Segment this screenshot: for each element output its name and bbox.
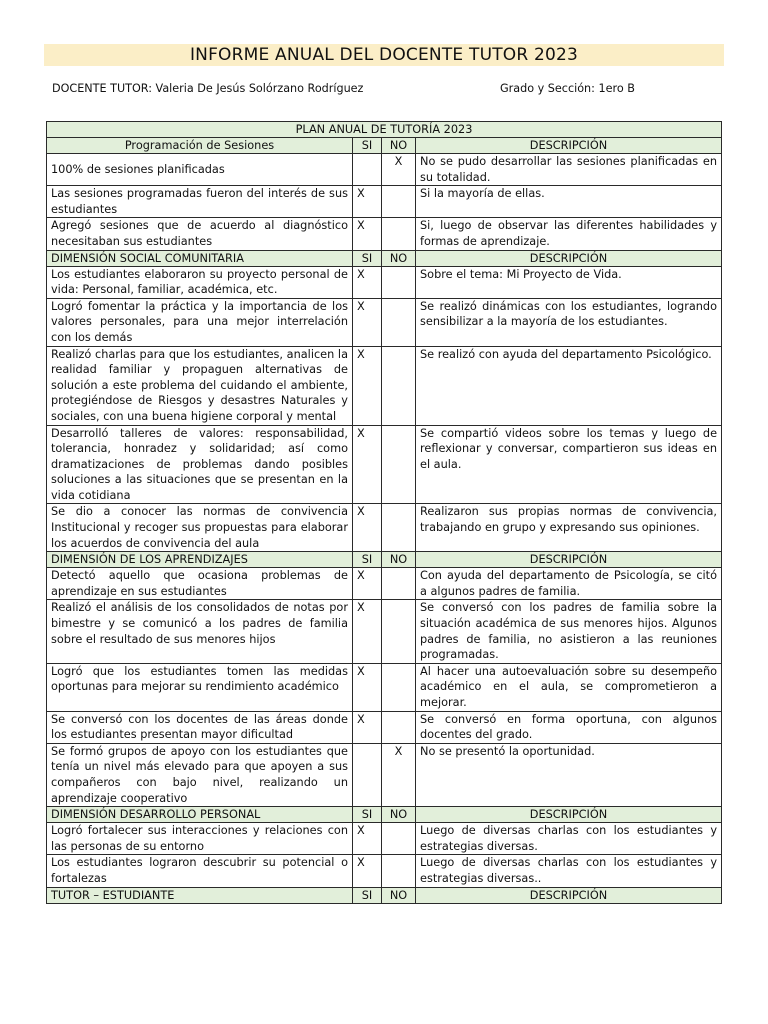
table-row	[47, 298, 722, 346]
table-row	[47, 425, 722, 504]
table-row	[47, 218, 722, 250]
section-header-row	[47, 552, 722, 568]
no-mark	[382, 266, 416, 298]
section-header-no: NO	[382, 887, 416, 903]
section-header-no: NO	[382, 552, 416, 568]
no-mark	[382, 663, 416, 711]
description-cell: Luego de diversas charlas con los estudiantes y estrategias diversas..	[416, 855, 722, 887]
session-item: Los estudiantes lograron descubrir su potencial o fortalezas	[47, 855, 353, 887]
no-mark	[382, 346, 416, 425]
column-header-si: SI	[353, 138, 382, 154]
session-item: Las sesiones programadas fueron del interés de sus estudiantes	[47, 186, 353, 218]
si-mark: X	[353, 218, 382, 250]
si-mark: X	[353, 823, 382, 855]
session-item: Logró fomentar la práctica y la importancia de los valores personales, para una mejor interrelación con los demás	[47, 298, 353, 346]
column-header-descripcion: DESCRIPCIÓN	[416, 138, 722, 154]
session-item: Logró fortalecer sus interacciones y relaciones con las personas de su entorno	[47, 823, 353, 855]
column-header-row	[47, 138, 722, 154]
tutoring-plan-table	[46, 121, 722, 904]
teacher-info	[52, 82, 712, 98]
si-mark: X	[353, 568, 382, 600]
section-header-descripcion: DESCRIPCIÓN	[416, 552, 722, 568]
section-title: TUTOR – ESTUDIANTE	[47, 887, 353, 903]
column-header-programacion: Programación de Sesiones	[47, 138, 353, 154]
table-row	[47, 504, 722, 552]
table-row	[47, 154, 722, 186]
si-mark	[353, 154, 382, 186]
session-item: Se conversó con los docentes de las áreas donde los estudiantes presentan mayor dificultad	[47, 711, 353, 743]
grade-label: Grado y Sección: 1ero B	[500, 82, 635, 95]
no-mark	[382, 855, 416, 887]
si-mark: X	[353, 346, 382, 425]
no-mark	[382, 218, 416, 250]
si-mark: X	[353, 855, 382, 887]
si-mark: X	[353, 711, 382, 743]
section-header-row	[47, 807, 722, 823]
description-cell: Con ayuda del departamento de Psicología, se citó a algunos padres de familia.	[416, 568, 722, 600]
si-mark: X	[353, 186, 382, 218]
section-header-descripcion: DESCRIPCIÓN	[416, 250, 722, 266]
description-cell: Realizaron sus propias normas de convivencia, trabajando en grupo y expresando sus opiniones.	[416, 504, 722, 552]
table-row	[47, 346, 722, 425]
table-row	[47, 186, 722, 218]
session-item: Agregó sesiones que de acuerdo al diagnóstico necesitaban sus estudiantes	[47, 218, 353, 250]
no-mark	[382, 504, 416, 552]
table-row	[47, 823, 722, 855]
no-mark	[382, 823, 416, 855]
teacher-label: DOCENTE TUTOR: Valeria De Jesús Solórzano Rodríguez	[52, 82, 364, 95]
si-mark: X	[353, 504, 382, 552]
no-mark	[382, 186, 416, 218]
description-cell: Se realizó dinámicas con los estudiantes, logrando sensibilizar a la mayoría de los estudiantes.	[416, 298, 722, 346]
section-header-no: NO	[382, 250, 416, 266]
section-header-si: SI	[353, 807, 382, 823]
section-header-descripcion: DESCRIPCIÓN	[416, 887, 722, 903]
session-item: Detectó aquello que ocasiona problemas de aprendizaje en sus estudiantes	[47, 568, 353, 600]
section-header-row	[47, 250, 722, 266]
session-item: Realizó charlas para que los estudiantes, analicen la realidad familiar y propaguen alternativas de solución a este problema del cuidando el ambiente, protegiéndose de Riesgos y desastres Naturales y sociales, con una buena higiene corporal y mental	[47, 346, 353, 425]
si-mark: X	[353, 425, 382, 504]
session-item: Se dio a conocer las normas de convivencia Institucional y recoger sus propuestas para elaborar los acuerdos de convivencia del aula	[47, 504, 353, 552]
session-item: Los estudiantes elaboraron su proyecto personal de vida: Personal, familiar, académica, etc.	[47, 266, 353, 298]
column-header-no: NO	[382, 138, 416, 154]
table-row	[47, 600, 722, 663]
description-cell: Sobre el tema: Mi Proyecto de Vida.	[416, 266, 722, 298]
description-cell: No se presentó la oportunidad.	[416, 743, 722, 806]
section-title: DIMENSIÓN DESARROLLO PERSONAL	[47, 807, 353, 823]
description-cell: Al hacer una autoevaluación sobre su desempeño académico en el aula, se comprometieron a mejorar.	[416, 663, 722, 711]
description-cell: Si la mayoría de ellas.	[416, 186, 722, 218]
si-mark: X	[353, 663, 382, 711]
section-header-si: SI	[353, 887, 382, 903]
session-item: Realizó el análisis de los consolidados de notas por bimestre y se comunicó a los padres de familia sobre el resultado de sus menores hijos	[47, 600, 353, 663]
no-mark	[382, 425, 416, 504]
report-title: INFORME ANUAL DEL DOCENTE TUTOR 2023	[44, 44, 724, 66]
table-row	[47, 855, 722, 887]
si-mark: X	[353, 600, 382, 663]
description-cell: Se conversó con los padres de familia sobre la situación académica de sus menores hijos. Algunos padres de familia, no asistieron a las reuniones programadas.	[416, 600, 722, 663]
description-cell: Se compartió videos sobre los temas y luego de reflexionar y conversar, compartieron sus ideas en el aula.	[416, 425, 722, 504]
table-row	[47, 743, 722, 806]
section-header-descripcion: DESCRIPCIÓN	[416, 807, 722, 823]
section-header-si: SI	[353, 250, 382, 266]
table-row	[47, 266, 722, 298]
description-cell: Se conversó en forma oportuna, con algunos docentes del grado.	[416, 711, 722, 743]
session-item: Logró que los estudiantes tomen las medidas oportunas para mejorar su rendimiento académico	[47, 663, 353, 711]
plan-title: PLAN ANUAL DE TUTORÍA 2023	[47, 122, 722, 138]
table-row	[47, 568, 722, 600]
description-cell: No se pudo desarrollar las sesiones planificadas en su totalidad.	[416, 154, 722, 186]
section-title: DIMENSIÓN SOCIAL COMUNITARIA	[47, 250, 353, 266]
si-mark: X	[353, 266, 382, 298]
description-cell: Si, luego de observar las diferentes habilidades y formas de aprendizaje.	[416, 218, 722, 250]
no-mark	[382, 600, 416, 663]
table-row	[47, 663, 722, 711]
no-mark: X	[382, 154, 416, 186]
description-cell: Se realizó con ayuda del departamento Psicológico.	[416, 346, 722, 425]
no-mark	[382, 298, 416, 346]
session-item: Se formó grupos de apoyo con los estudiantes que tenía un nivel más elevado para que apoyen a sus compañeros con bajo nivel, realizando un aprendizaje cooperativo	[47, 743, 353, 806]
plan-title-row	[47, 122, 722, 138]
no-mark	[382, 711, 416, 743]
session-item: Desarrolló talleres de valores: responsabilidad, tolerancia, honradez y solidaridad; así como dramatizaciones de problemas dando posibles soluciones a las situaciones que se presentan en la vida cotidiana	[47, 425, 353, 504]
section-header-si: SI	[353, 552, 382, 568]
description-cell: Luego de diversas charlas con los estudiantes y estrategias diversas.	[416, 823, 722, 855]
section-title: DIMENSIÓN DE LOS APRENDIZAJES	[47, 552, 353, 568]
si-mark	[353, 743, 382, 806]
no-mark: X	[382, 743, 416, 806]
si-mark: X	[353, 298, 382, 346]
table-row	[47, 711, 722, 743]
no-mark	[382, 568, 416, 600]
section-header-no: NO	[382, 807, 416, 823]
session-item: 100% de sesiones planificadas	[47, 154, 353, 186]
section-header-row	[47, 887, 722, 903]
